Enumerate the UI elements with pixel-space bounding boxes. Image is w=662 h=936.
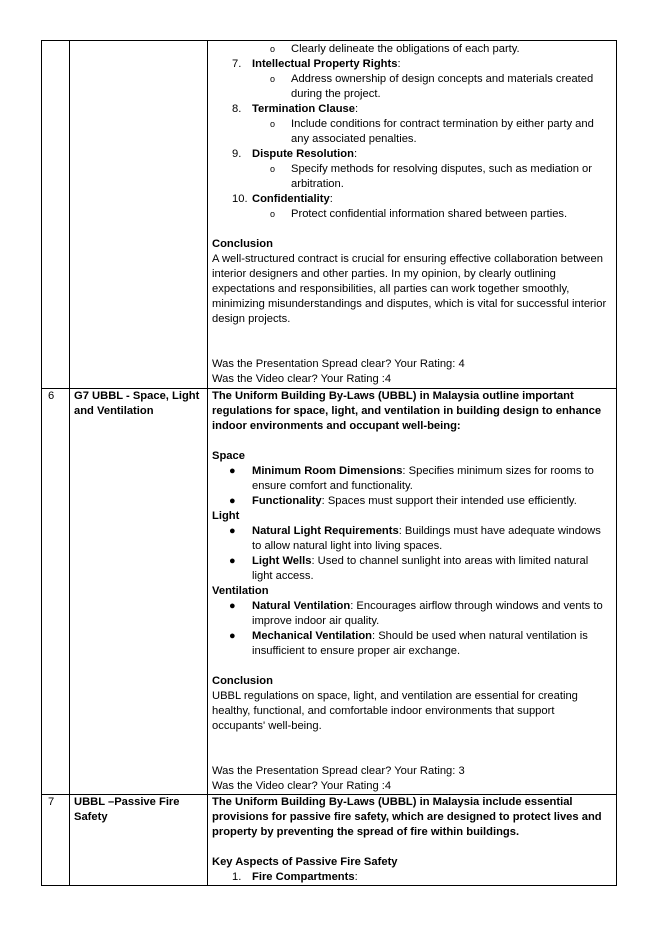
item-number: 9. xyxy=(232,148,242,160)
bullet-text xyxy=(252,599,608,629)
row-topic: UBBL –Passive Fire Safety xyxy=(70,795,208,886)
bullet-desc: : Encourages airflow through windows and vents to improve indoor air quality. xyxy=(252,600,603,627)
circle-bullet-icon: o xyxy=(270,44,276,54)
bullet-title: Natural Light Requirements xyxy=(252,525,399,537)
bullet-desc: : Specifies minimum sizes for rooms to ensure comfort and functionality. xyxy=(252,465,594,492)
row-topic-cell xyxy=(70,41,208,389)
conclusion-heading: Conclusion xyxy=(212,238,273,250)
bullet-title: Minimum Room Dimensions xyxy=(252,465,403,477)
sub-item-text: Specify methods for resolving disputes, such as mediation or arbitration. xyxy=(291,163,592,190)
item-colon: : xyxy=(397,58,401,70)
rating-video: Was the Video clear? Your Rating :4 xyxy=(212,780,392,792)
circle-bullet-icon: o xyxy=(270,164,276,174)
bullet-icon: ● xyxy=(229,465,236,477)
bullet-text xyxy=(252,524,608,554)
table-row-6 xyxy=(42,389,617,795)
bullet-item xyxy=(212,524,612,554)
bullet-desc: : Should be used when natural ventilation is insufficient to ensure proper air exchange. xyxy=(252,630,588,657)
sub-item xyxy=(212,72,612,102)
ventilation-heading: Ventilation xyxy=(212,585,269,597)
sub-item xyxy=(212,207,612,222)
conclusion-text: UBBL regulations on space, light, and ventilation are essential for creating healthy, functional, and comfortable indoor environments that support occupants' well-being. xyxy=(212,690,578,732)
table-row-7 xyxy=(42,795,617,886)
item-colon: : xyxy=(353,148,358,160)
item-number: 1. xyxy=(232,871,242,883)
sub-item xyxy=(212,162,612,192)
row-content-cell xyxy=(208,389,617,795)
numbered-item xyxy=(212,57,612,72)
row-number-cell xyxy=(42,41,70,389)
bullet-text xyxy=(252,494,608,509)
circle-bullet-icon: o xyxy=(270,74,276,84)
row-topic: G7 UBBL - Space, Light and Ventilation xyxy=(70,389,208,795)
sub-item-text: Protect confidential information shared between parties. xyxy=(291,208,568,220)
numbered-item xyxy=(212,102,612,117)
bullet-icon: ● xyxy=(229,495,236,507)
numbered-item xyxy=(212,870,612,885)
item-colon: : xyxy=(329,193,333,205)
sub-item-text: Address ownership of design concepts and materials created during the project. xyxy=(291,73,594,100)
bullet-desc: : Spaces must support their intended use efficiently. xyxy=(321,495,577,507)
row6-intro: The Uniform Building By-Laws (UBBL) in Malaysia outline important regulations for space, light, and ventilation in building design to enhance indoor environments and occupant well-being: xyxy=(212,390,602,432)
bullet-icon: ● xyxy=(229,555,236,567)
numbered-item xyxy=(212,192,612,207)
table-row-continued xyxy=(42,41,617,389)
rating-presentation: Was the Presentation Spread clear? Your Rating: 4 xyxy=(212,358,465,370)
bullet-item xyxy=(212,464,612,494)
item-title: Termination Clause xyxy=(252,103,355,115)
item-title: Fire Compartments xyxy=(252,871,355,883)
item-number: 7. xyxy=(232,58,242,70)
bullet-text xyxy=(252,554,608,584)
sub-item-text: Include conditions for contract termination by either party and any associated penalties. xyxy=(291,118,594,145)
bullet-title: Light Wells xyxy=(252,555,312,567)
bullet-title: Natural Ventilation xyxy=(252,600,351,612)
bullet-desc: : Buildings must have adequate windows to allow natural light into living spaces. xyxy=(252,525,601,552)
conclusion-heading: Conclusion xyxy=(212,675,273,687)
sub-item xyxy=(212,117,612,147)
row7-intro: The Uniform Building By-Laws (UBBL) in Malaysia include essential provisions for passive fire safety, which are designed to protect lives and property by preventing the spread of fire within buildings. xyxy=(212,796,602,838)
rating-presentation: Was the Presentation Spread clear? Your Rating: 3 xyxy=(212,765,465,777)
item-colon: : xyxy=(355,103,359,115)
rating-video: Was the Video clear? Your Rating :4 xyxy=(212,373,392,385)
bullet-desc: : Used to channel sunlight into areas with limited natural light access. xyxy=(252,555,589,582)
bullet-icon: ● xyxy=(229,600,236,612)
bullet-title: Mechanical Ventilation xyxy=(252,630,372,642)
bullet-item xyxy=(212,629,612,659)
row-content-cell xyxy=(208,795,617,886)
circle-bullet-icon: o xyxy=(270,209,276,219)
circle-bullet-icon: o xyxy=(270,119,276,129)
item-number: 8. xyxy=(232,103,242,115)
item-title: Dispute Resolution xyxy=(252,148,354,160)
item-number: 10. xyxy=(232,193,248,205)
conclusion-text: A well-structured contract is crucial for ensuring effective collaboration between interior designers and other parties. In my opinion, by clearly outlining expectations and responsibilities, all parties can work together smoothly, minimizing misunderstandings and disputes, which is vital for successful interior design projects. xyxy=(212,253,607,325)
assessment-table xyxy=(41,40,617,886)
item-title: Confidentiality xyxy=(252,193,330,205)
bullet-text xyxy=(252,629,608,659)
bullet-item xyxy=(212,494,612,509)
row-content-cell xyxy=(208,41,617,389)
bullet-icon: ● xyxy=(229,630,236,642)
numbered-item xyxy=(212,147,612,162)
key-aspects-heading: Key Aspects of Passive Fire Safety xyxy=(212,856,398,868)
bullet-item xyxy=(212,554,612,584)
row-number: 7 xyxy=(42,795,70,886)
sub-item: o Clearly delineate the obligations of each party. xyxy=(270,43,520,55)
bullet-title: Functionality xyxy=(252,495,322,507)
bullet-icon: ● xyxy=(229,525,236,537)
item-title: Intellectual Property Rights xyxy=(252,58,398,70)
row-number: 6 xyxy=(42,389,70,795)
light-heading: Light xyxy=(212,510,240,522)
space-heading: Space xyxy=(212,450,245,462)
bullet-text xyxy=(252,464,608,494)
bullet-item xyxy=(212,599,612,629)
item-colon: : xyxy=(354,871,358,883)
